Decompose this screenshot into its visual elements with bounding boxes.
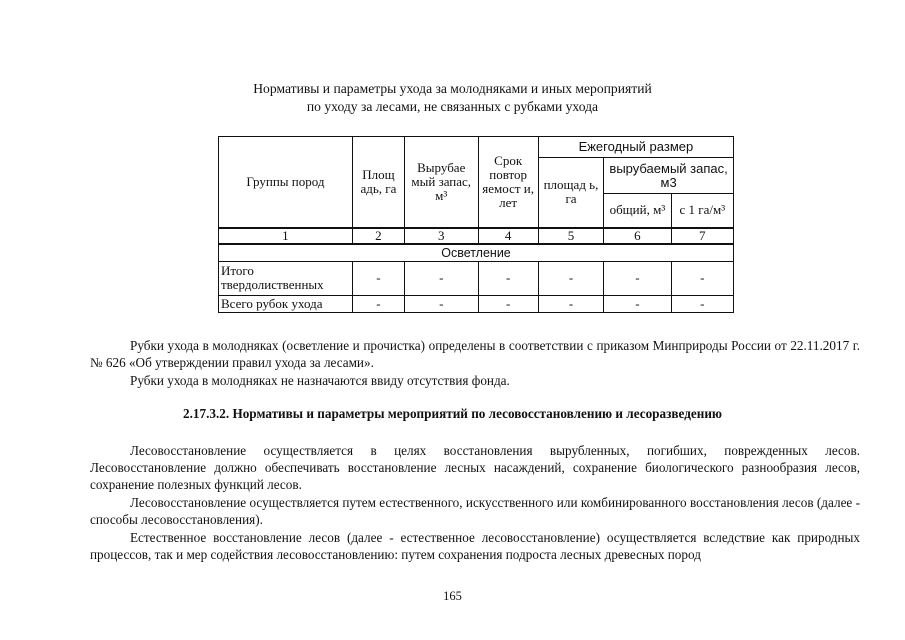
table-cell: - bbox=[478, 295, 538, 312]
header-annual-volume: вырубаемый запас, м3 bbox=[604, 158, 734, 194]
col-number: 6 bbox=[604, 228, 671, 244]
table-cell: - bbox=[538, 261, 603, 295]
paragraph-3: Лесовосстановление осуществляется в целях восстановления вырубленных, погибших, поврежденных лесов. Лесовосстановление должно обеспечивать восстановление лесных насаждений, сохранение биологического разнообразия лесов, сохранение полезных функций лесов. bbox=[90, 443, 860, 493]
header-volume: Вырубае мый запас, м³ bbox=[404, 137, 478, 228]
table-cell: - bbox=[478, 261, 538, 295]
header-repeat: Срок повтор яемост и, лет bbox=[478, 137, 538, 228]
paragraph-4: Лесовосстановление осуществляется путем естественного, искусственного или комбинированного восстановления лесов (далее - способы лесовосстановления). bbox=[90, 495, 860, 528]
col-number: 5 bbox=[538, 228, 603, 244]
header-per-ha: с 1 га/м³ bbox=[671, 194, 733, 228]
col-number: 3 bbox=[404, 228, 478, 244]
page-number: 165 bbox=[443, 589, 462, 603]
norms-table bbox=[218, 136, 734, 313]
paragraph-5: Естественное восстановление лесов (далее - естественное лесовосстановление) осуществляется вследствие как природных процессов, так и мер содействия лесовосстановлению: путем сохранения подроста лесных древесных пород bbox=[90, 530, 860, 563]
col-number: 4 bbox=[478, 228, 538, 244]
section-heading: 2.17.3.2. Нормативы и параметры мероприятий по лесовосстановлению и лесоразведению bbox=[183, 406, 722, 421]
table-cell: - bbox=[404, 295, 478, 312]
table-cell: - bbox=[352, 295, 404, 312]
header-annual: Ежегодный размер bbox=[538, 137, 733, 158]
col-number: 1 bbox=[219, 228, 353, 244]
col-number: 7 bbox=[671, 228, 733, 244]
col-number: 2 bbox=[352, 228, 404, 244]
table-cell: - bbox=[404, 261, 478, 295]
table-cell: - bbox=[538, 295, 603, 312]
table-title bbox=[0, 80, 905, 116]
table-cell: - bbox=[604, 295, 671, 312]
table-title-line-2: по уходу за лесами, не связанных с рубками ухода bbox=[306, 99, 599, 114]
row-label: Итого твердолиственных bbox=[219, 261, 353, 295]
table-row bbox=[219, 295, 734, 312]
header-annual-area: площад ь, га bbox=[538, 158, 603, 228]
row-label: Всего рубок ухода bbox=[219, 295, 353, 312]
header-total: общий, м³ bbox=[604, 194, 671, 228]
header-area: Площ адь, га bbox=[352, 137, 404, 228]
paragraph-2: Рубки ухода в молодняках не назначаются ввиду отсутствия фонда. bbox=[130, 373, 510, 388]
table-row bbox=[219, 261, 734, 295]
section-label: Осветление bbox=[219, 244, 734, 262]
table-cell: - bbox=[604, 261, 671, 295]
table-cell: - bbox=[671, 295, 733, 312]
table-cell: - bbox=[671, 261, 733, 295]
header-group: Группы пород bbox=[219, 137, 353, 228]
table-title-line-1: Нормативы и параметры ухода за молодняками и иных мероприятий bbox=[253, 81, 652, 96]
table-cell: - bbox=[352, 261, 404, 295]
paragraph-1: Рубки ухода в молодняках (осветление и прочистка) определены в соответствии с приказом Минприроды России от 22.11.2017 г. № 626 «Об утверждении правил ухода за лесами». bbox=[90, 338, 860, 371]
